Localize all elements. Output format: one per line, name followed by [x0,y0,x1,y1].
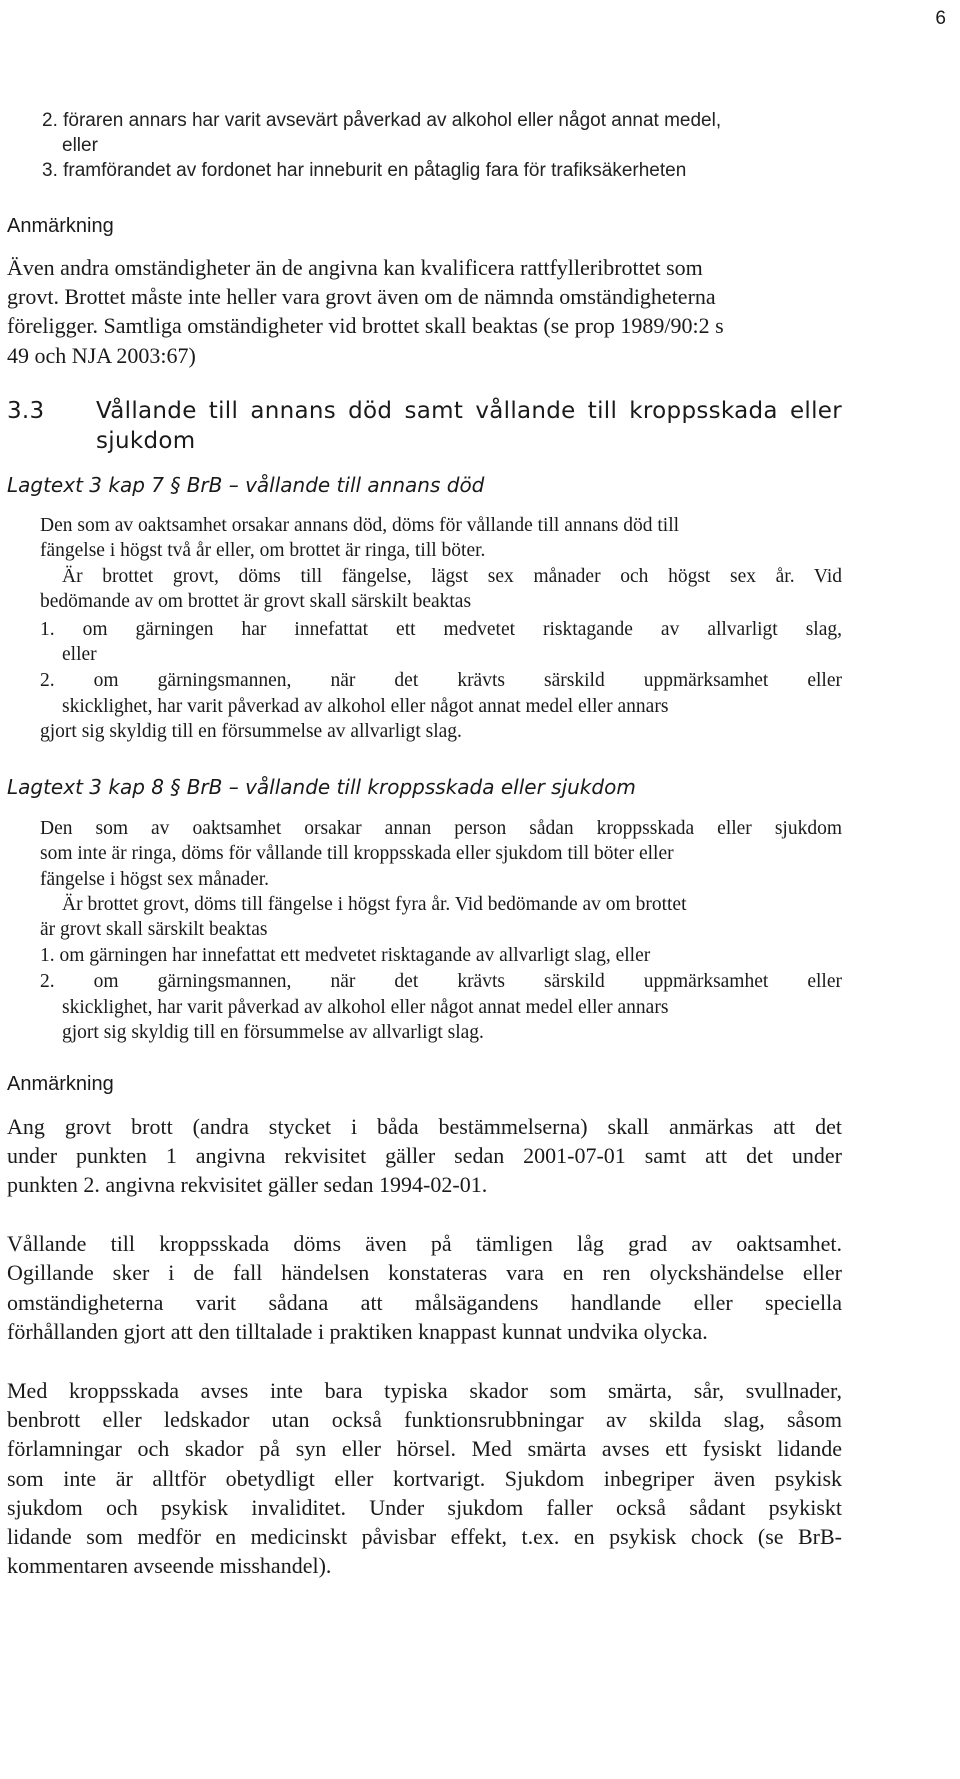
law-list-item: 1. om gärningen har innefattat ett medvetet risktagande av allvarligt slag, eller [40,945,651,966]
law-heading: Lagtext 3 kap 7 § BrB – vållande till annans död [7,473,485,497]
law-list-item: 1. om gärningen har innefattat ett medvetet risktagande av allvarligt slag, [40,619,842,640]
remark-line: under punkten 1 angivna rekvisitet gäller sedan 2001-07-01 samt att det under [7,1143,842,1168]
law-line: bedömande av om brottet är grovt skall särskilt beaktas [40,591,472,612]
remark-line: 49 och NJA 2003:67) [7,343,196,368]
section-number: 3.3 [7,398,45,424]
remark-line: punkten 2. angivna rekvisitet gäller sedan 1994-02-01. [7,1172,488,1197]
law-line: Den som av oaktsamhet orsakar annans död, döms för vållande till annans död till [40,515,680,536]
page-number: 6 [935,8,946,29]
remark-line: Vållande till kroppsskada döms även på tämligen låg grad av oaktsamhet. [7,1231,842,1256]
remark-line: som inte är alltför obetydligt eller kortvarigt. Sjukdom inbegriper även psykisk [7,1466,842,1491]
law-heading: Lagtext 3 kap 8 § BrB – vållande till kroppsskada eller sjukdom [7,775,636,799]
law-line: fängelse i högst sex månader. [40,869,270,890]
remark-line: Ogillande sker i de fall händelsen konstateras vara en ren olyckshändelse eller [7,1260,842,1285]
remark-line: grovt. Brottet måste inte heller vara grovt även om de nämnda omständigheterna [7,284,716,309]
remark-line: föreligger. Samtliga omständigheter vid brottet skall beaktas (se prop 1989/90:2 s [7,313,724,338]
remark-line: benbrott eller ledskador utan också funktionsrubbningar av skilda slag, såsom [7,1407,842,1432]
remark-line: lidande som medför en medicinskt påvisbar effekt, t.ex. en psykisk chock (se BrB- [7,1524,842,1549]
law-line: gjort sig skyldig till en försummelse av allvarligt slag. [62,1022,484,1043]
law-line: skicklighet, har varit påverkad av alkohol eller något annat medel eller annars [62,696,669,717]
remark-label: Anmärkning [7,215,114,237]
law-list-item: 2. om gärningsmannen, när det krävts särskild uppmärksamhet eller [40,670,842,691]
law-line: Den som av oaktsamhet orsakar annan person sådan kroppsskada eller sjukdom [40,818,842,839]
remark-line: Ang grovt brott (andra stycket i båda bestämmelserna) skall anmärkas att det [7,1114,842,1139]
law-list-item: 2. om gärningsmannen, när det krävts särskild uppmärksamhet eller [40,971,842,992]
remark-line: Med kroppsskada avses inte bara typiska skador som smärta, sår, svullnader, [7,1378,842,1403]
law-line: skicklighet, har varit påverkad av alkohol eller något annat medel eller annars [62,997,669,1018]
remark-label: Anmärkning [7,1073,114,1095]
law-line: som inte är ringa, döms för vållande till kroppsskada eller sjukdom till böter eller [40,843,674,864]
remark-line: Även andra omständigheter än de angivna kan kvalificera rattfylleribrottet som [7,255,703,280]
remark-line: förhållanden gjort att den tilltalade i praktiken knappast kunnat undvika olycka. [7,1319,708,1344]
list-item-2: 2. föraren annars har varit avsevärt påverkad av alkohol eller något annat medel, [42,110,722,131]
remark-line: förlamningar och skador på syn eller hörsel. Med smärta avses ett fysiskt lidande [7,1436,842,1461]
remark-line: omständigheterna varit sådana att målsägandens handlande eller speciella [7,1290,842,1315]
remark-line: sjukdom och psykisk invaliditet. Under sjukdom faller också sådant psykiskt [7,1495,842,1520]
law-line: gjort sig skyldig till en försummelse av allvarligt slag. [40,721,462,742]
law-line: Är brottet grovt, döms till fängelse, lägst sex månader och högst sex år. Vid [62,566,842,587]
law-list-item-continuation: eller [62,644,97,665]
list-item-3: 3. framförandet av fordonet har inneburit en påtaglig fara för trafiksäkerheten [42,160,687,181]
list-item-2-continuation: eller [62,135,98,156]
law-line: Är brottet grovt, döms till fängelse i högst fyra år. Vid bedömande av om brottet [62,894,687,915]
law-line: är grovt skall särskilt beaktas [40,919,268,940]
law-line: fängelse i högst två år eller, om brottet är ringa, till böter. [40,540,486,561]
section-title: Vållande till annans död samt vållande till kroppsskada eller [96,398,842,424]
remark-line: kommentaren avseende misshandel). [7,1553,332,1578]
section-title-continuation: sjukdom [96,428,196,454]
